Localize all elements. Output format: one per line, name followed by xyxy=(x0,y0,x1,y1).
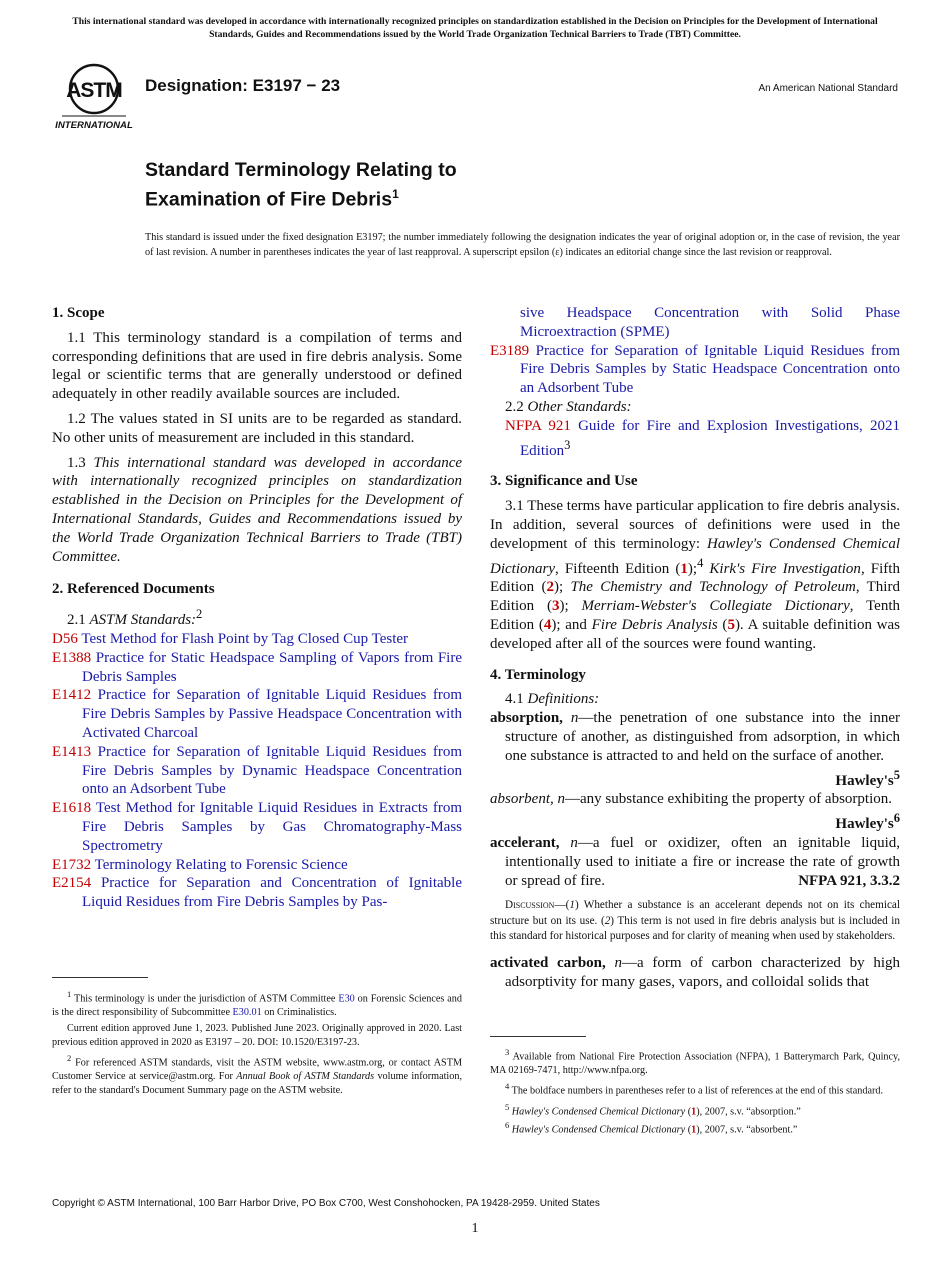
reference-number[interactable]: 1 xyxy=(691,1124,697,1136)
text-run: Kirk's Fire Investigation xyxy=(709,560,861,577)
reference-number[interactable]: 3 xyxy=(551,598,560,615)
left-column xyxy=(52,304,462,912)
term-accelerant: accelerant, xyxy=(490,834,571,851)
title-footnote-marker: 1 xyxy=(392,187,399,201)
text-run: Available from National Fire Protection Association (NFPA), 1 Batterymarch Park, Quincy, MA 02169-7471, http://www.nfpa.org. xyxy=(490,1051,900,1076)
footnote-marker: 4 xyxy=(697,555,704,570)
paragraph-4-1 xyxy=(490,690,900,709)
footnote-marker: 2 xyxy=(67,1053,72,1064)
text-run: 2 xyxy=(604,914,611,927)
footnote-rule-left xyxy=(52,977,148,978)
reference-code[interactable]: D56 xyxy=(52,630,78,647)
designation: Designation: E3197 − 23 xyxy=(145,76,341,95)
text-run: ( xyxy=(717,616,728,633)
definition-source xyxy=(835,809,900,834)
footnote-marker: 6 xyxy=(505,1120,510,1131)
footnote-1 xyxy=(52,988,462,1019)
text-run: ); xyxy=(687,560,698,577)
reference-title[interactable]: Test Method for Flash Point by Tag Closed Cup Tester xyxy=(81,630,409,647)
footnote-marker: 4 xyxy=(505,1081,510,1092)
text-run: 1 xyxy=(569,899,575,912)
reference-code[interactable]: E1412 xyxy=(52,687,92,704)
text-run: , Tenth Edition ( xyxy=(490,598,901,633)
copyright: Copyright © ASTM International, 100 Barr Harbor Drive, PO Box C700, West Conshohocken, PA 19428-2959. United States xyxy=(52,1198,600,1209)
text-run: , Third Edition ( xyxy=(490,579,900,615)
section-2-heading: 2. Referenced Documents xyxy=(52,581,215,598)
page-number: 1 xyxy=(471,1221,479,1236)
footnote-6 xyxy=(490,1119,900,1137)
document-title xyxy=(145,158,457,212)
title-line-2 xyxy=(145,182,457,212)
reference-code[interactable]: E1388 xyxy=(52,649,92,666)
footnote-marker: 3 xyxy=(505,1047,510,1057)
term-activated-carbon: activated carbon, xyxy=(490,954,615,971)
text-run: ); and xyxy=(551,616,592,633)
definition-text: —a form of carbon characterized by high adsorptivity for many gases, vapors, and colloidal solids that xyxy=(505,954,900,990)
text-run: volume information, refer to the standard's Document Summary page on the ASTM website. xyxy=(52,1071,462,1096)
text-run: Fire Debris Analysis xyxy=(591,616,718,633)
reference-title[interactable]: Practice for Static Headspace Sampling of Vapors from Fire Debris Samples xyxy=(82,649,462,685)
text-run: , Fifth Edition ( xyxy=(490,560,900,596)
paragraph-2-1-label: ASTM Standards: xyxy=(89,612,197,629)
reference-e1412[interactable] xyxy=(52,686,462,742)
text-run[interactable]: E30.01 xyxy=(232,1006,262,1018)
text-run: ), 2007, s.v. “absorption.” xyxy=(696,1106,801,1118)
reference-e1618[interactable] xyxy=(52,799,462,855)
definition-activated-carbon xyxy=(490,954,900,992)
reference-d56[interactable] xyxy=(52,630,462,649)
reference-number[interactable]: 2 xyxy=(546,579,554,596)
section-1-heading: 1. Scope xyxy=(52,305,105,321)
reference-number[interactable]: 1 xyxy=(680,560,688,577)
term-absorption: absorption, xyxy=(490,710,571,727)
reference-e1388[interactable] xyxy=(52,649,462,687)
footnote-marker: 1 xyxy=(67,989,72,999)
reference-code[interactable]: E1618 xyxy=(52,800,92,817)
paragraph-2-2-label: Other Standards: xyxy=(527,398,632,415)
footnote-6-marker: 6 xyxy=(893,811,900,826)
reference-title[interactable]: Guide for Fire and Explosion Investigations, 2021 Edition xyxy=(520,417,900,459)
footnote-4 xyxy=(490,1080,900,1098)
text-run: Hawley's Condensed Chemical Dictionary xyxy=(490,535,900,577)
discussion-label: Discussion xyxy=(505,899,555,912)
definition-accelerant xyxy=(490,834,900,890)
text-run: Hawley's Condensed Chemical Dictionary xyxy=(511,1124,686,1136)
reference-title[interactable]: Terminology Relating to Forensic Science xyxy=(94,856,348,873)
reference-code[interactable]: E1413 xyxy=(52,743,92,760)
reference-code[interactable]: E3189 xyxy=(490,342,530,359)
text-run: This terminology is under the jurisdiction of ASTM Committee xyxy=(71,993,339,1005)
paragraph-1-3-number: 1.3 xyxy=(67,454,94,471)
text-run: ); xyxy=(559,598,582,615)
text-run: The boldface numbers in parentheses refer to a list of references at the end of this standard. xyxy=(509,1085,884,1097)
reference-code[interactable]: E1732 xyxy=(52,856,92,873)
discussion-note xyxy=(490,898,900,944)
reference-number[interactable]: 5 xyxy=(727,616,735,633)
title-line-2-text: Examination of Fire Debris xyxy=(145,188,393,211)
reference-title[interactable]: Test Method for Ignitable Liquid Residues in Extracts from Fire Debris Samples by Gas Chromatography-Mass Spectrometry xyxy=(82,800,462,854)
reference-nfpa-921[interactable] xyxy=(490,417,900,461)
source-name: Hawley's xyxy=(835,772,894,789)
paragraph-2-1 xyxy=(52,605,462,630)
logo-mark-text: ASTM xyxy=(66,79,122,102)
text-run: ). A suitable definition was developed after all of the sources were found wanting. xyxy=(490,616,901,652)
part-of-speech: n xyxy=(614,954,622,971)
paragraph-1-1: 1.1 This terminology standard is a compilation of terms and corresponding definitions that are used in fire debris analysis. Some legal or scientific terms that are generally understood or defined adequately in other readily available sources are included. xyxy=(52,329,462,403)
footnote-rule-right xyxy=(490,1036,586,1037)
footnote-5 xyxy=(490,1101,900,1119)
issue-note: This standard is issued under the fixed designation E3197; the number immediately following the designation indicates the year of original adoption or, in the case of revision, the year of last revision. A number in parentheses indicates the year of last reapproval. A superscript epsilon (ε) indicates an editorial change since the last revision or reapproval. xyxy=(145,232,900,259)
paragraph-2-2-number: 2.2 xyxy=(505,398,528,415)
definition-text: —the penetration of one substance into the inner structure of another, as distinguished from adsorption, in which one substance is attracted to and held on the surface of another. xyxy=(505,710,901,764)
american-national-standard: An American National Standard xyxy=(758,83,898,94)
reference-number[interactable]: 1 xyxy=(691,1106,697,1118)
text-run: Merriam-Webster's Collegiate Dictionary xyxy=(581,598,850,615)
footnotes-left xyxy=(52,988,462,1100)
term-absorbent: absorbent, n xyxy=(490,791,565,808)
footnote-1-edition: Current edition approved June 1, 2023. Published June 2023. Originally approved in 2020. Last previous edition approved in 2020 as E3197 – 20. DOI: 10.1520/E3197-23. xyxy=(52,1023,462,1048)
reference-code[interactable]: NFPA 921 xyxy=(505,417,571,434)
definition-text: —any substance exhibiting the property of absorption. xyxy=(565,791,893,808)
text-run: ), 2007, s.v. “absorbent.” xyxy=(696,1124,798,1136)
reference-e2154-continued[interactable]: sive Headspace Concentration with Solid Phase Microextraction (SPME) xyxy=(520,305,900,340)
text-run: Annual Book of ASTM Standards xyxy=(236,1071,375,1083)
text-run: , Fifteenth Edition ( xyxy=(555,560,681,577)
footnote-3 xyxy=(490,1046,900,1077)
reference-title[interactable]: Practice for Separation of Ignitable Liquid Residues from Fire Debris Samples by Dynamic Headspace Concentration onto an Adsorbent Tube xyxy=(82,743,462,798)
right-column xyxy=(490,304,900,992)
footnote-2-marker: 2 xyxy=(196,607,203,622)
reference-title[interactable]: Practice for Separation of Ignitable Liquid Residues from Fire Debris Samples by Static Headspace Concentration onto an Adsorbent Tube xyxy=(520,342,900,397)
definition-absorbent xyxy=(490,790,900,833)
section-3-heading: 3. Significance and Use xyxy=(490,473,638,490)
footnote-5-marker: 5 xyxy=(893,767,900,782)
reference-code[interactable]: E2154 xyxy=(52,875,92,892)
definition-text: —a fuel or oxidizer, often an ignitable liquid, intentionally used to initiate a fire or increase the rate of growth or spread of fire. xyxy=(505,834,901,889)
footnotes-right xyxy=(490,1046,900,1140)
paragraph-2-2 xyxy=(490,398,900,417)
paragraph-1-3 xyxy=(52,454,462,567)
text-run: For referenced ASTM standards, visit the ASTM website, www.astm.org, or contact ASTM Customer Service at service@astm.org. For xyxy=(52,1057,462,1083)
text-run: ( xyxy=(685,1124,692,1136)
text-run: 3.1 These terms have particular application to fire debris analysis. In addition, several sources of definitions were used in the development of this terminology: xyxy=(490,498,901,552)
text-run: ) Whether a substance is an accelerant depends not on its chemical structure but on its use. ( xyxy=(490,899,900,927)
paragraph-2-1-number: 2.1 xyxy=(67,612,90,629)
section-4-heading: 4. Terminology xyxy=(490,666,586,683)
text-run: ) This term is not used in fire debris analysis but is included in this standard for historical purposes and for clarity of meaning when used by stakeholders. xyxy=(490,914,900,942)
paragraph-1-3-text: This international standard was developed in accordance with internationally recognized principles on standardization established in the Decision on Principles for the Development of International Standards, Guides and Recommendations issued by the World Trade Organization Technical Barriers to Trade (TBT) Committee. xyxy=(52,454,463,565)
definition-source: NFPA 921, 3.3.2 xyxy=(798,872,900,889)
reference-e1413[interactable] xyxy=(52,743,462,799)
part-of-speech: n xyxy=(570,710,579,727)
reference-e3189[interactable] xyxy=(490,342,900,398)
paragraph-4-1-number: 4.1 xyxy=(505,691,528,708)
referenced-standards-list xyxy=(52,630,462,912)
text-run: ( xyxy=(685,1106,692,1118)
footnote-2 xyxy=(52,1052,462,1097)
reference-e1732[interactable] xyxy=(52,856,462,875)
text-run: on Criminalistics. xyxy=(261,1006,337,1018)
text-run: ); xyxy=(553,579,571,596)
part-of-speech: n xyxy=(570,834,578,851)
definition-absorption xyxy=(490,709,901,789)
text-run: Hawley's Condensed Chemical Dictionary xyxy=(511,1106,686,1118)
reference-number[interactable]: 4 xyxy=(543,616,552,633)
paragraph-1-2: 1.2 The values stated in SI units are to be regarded as standard. No other units of measurement are included in this standard. xyxy=(52,410,462,446)
footnote-marker: 5 xyxy=(505,1102,510,1113)
definition-source xyxy=(835,766,900,791)
footnote-3-marker: 3 xyxy=(564,437,571,452)
text-run: on Forensic Sciences and is the direct responsibility of Subcommittee xyxy=(52,993,462,1018)
development-notice: This international standard was developed in accordance with internationally recognized principles on standardization established in the Decision on Principles for the Development of International Standards, Guides and Recommendations issued by the World Trade Organization Technical Barriers to Trade (TBT) Committee. xyxy=(72,16,878,40)
title-line-1: Standard Terminology Relating to xyxy=(145,159,457,181)
text-run[interactable]: E30 xyxy=(338,993,355,1005)
reference-e2154[interactable] xyxy=(52,874,462,912)
reference-title[interactable]: Practice for Separation of Ignitable Liquid Residues from Fire Debris Samples by Passive Headspace Concentration with Activated Charcoal xyxy=(82,687,462,741)
paragraph-3-1 xyxy=(490,497,900,653)
source-name: Hawley's xyxy=(835,816,894,833)
paragraph-4-1-label: Definitions: xyxy=(527,691,600,708)
reference-title[interactable]: Practice for Separation and Concentration of Ignitable Liquid Residues from Fire Debris Samples by Pas- xyxy=(82,875,462,911)
astm-logo xyxy=(54,58,134,132)
text-run: —( xyxy=(554,899,570,912)
text-run: The Chemistry and Technology of Petroleum xyxy=(570,579,856,596)
logo-international-text: INTERNATIONAL xyxy=(55,120,133,131)
